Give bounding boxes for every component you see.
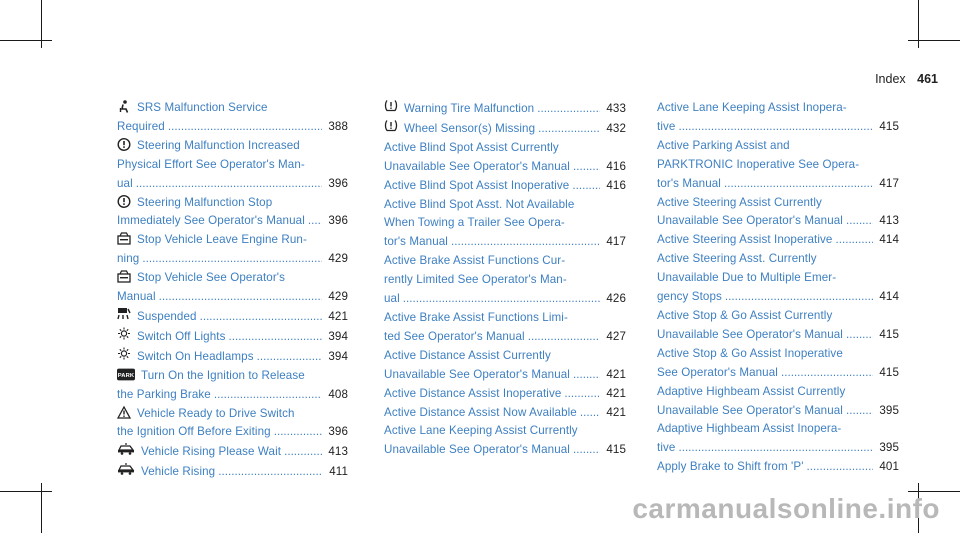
vehicle-level-icon bbox=[117, 462, 135, 475]
entry-page-number[interactable]: 414 bbox=[879, 233, 899, 247]
stop-vehicle-icon bbox=[117, 270, 131, 283]
dot-leader bbox=[274, 423, 322, 442]
index-entry[interactable] bbox=[117, 327, 348, 347]
park-icon bbox=[117, 368, 135, 381]
entry-page-number[interactable]: 421 bbox=[328, 309, 348, 323]
entry-page-number[interactable]: 421 bbox=[606, 367, 626, 381]
dot-leader bbox=[537, 100, 600, 119]
entry-text: Unavailable See Operator's Manual bbox=[384, 443, 570, 457]
entry-text: Warning Tire Malfunction bbox=[404, 102, 535, 115]
index-entry[interactable] bbox=[384, 404, 626, 423]
index-entry[interactable] bbox=[384, 119, 626, 139]
warning-triangle-icon bbox=[117, 406, 131, 419]
crop-mark bbox=[0, 491, 52, 492]
crop-mark bbox=[908, 491, 960, 492]
entry-page-number[interactable]: 433 bbox=[606, 102, 626, 115]
entry-page-number[interactable]: 413 bbox=[879, 214, 899, 228]
entry-text: Active Parking Assist and bbox=[657, 138, 790, 152]
entry-page-number[interactable]: 415 bbox=[879, 365, 899, 379]
entry-text: Vehicle Ready to Drive Switch bbox=[137, 406, 295, 420]
entry-text: the Parking Brake bbox=[117, 387, 211, 401]
entry-text: Wheel Sensor(s) Missing bbox=[404, 121, 536, 135]
steering-wheel-warning-icon bbox=[117, 195, 131, 208]
entry-text: Active Distance Assist Now Available bbox=[384, 405, 577, 419]
entry-page-number[interactable]: 415 bbox=[606, 443, 626, 457]
entry-page-number[interactable]: 415 bbox=[879, 327, 899, 341]
dot-leader bbox=[807, 458, 873, 477]
entry-text: ual bbox=[117, 176, 133, 190]
index-entry[interactable] bbox=[117, 405, 348, 443]
index-entry[interactable] bbox=[657, 99, 899, 137]
entry-text: the Ignition Off Before Exiting bbox=[117, 425, 271, 439]
entry-page-number[interactable]: 429 bbox=[328, 252, 348, 266]
index-column-3 bbox=[657, 99, 899, 477]
entry-text: Active Stop & Go Assist Inoperative bbox=[657, 346, 843, 360]
index-column-1 bbox=[117, 99, 348, 482]
entry-text: Adaptive Highbeam Assist Currently bbox=[657, 384, 846, 398]
entry-page-number[interactable]: 416 bbox=[606, 178, 626, 192]
entry-text: Steering Malfunction Increased bbox=[137, 138, 300, 152]
dot-leader bbox=[284, 443, 322, 462]
entry-text: Turn On the Ignition to Release bbox=[141, 368, 305, 382]
dot-leader bbox=[781, 364, 873, 383]
entry-text: Vehicle Rising bbox=[141, 465, 216, 479]
index-entry[interactable] bbox=[117, 99, 348, 137]
dot-leader bbox=[573, 158, 600, 177]
entry-text: Active Steering Asst. Currently bbox=[657, 252, 817, 266]
index-entry[interactable] bbox=[384, 99, 626, 119]
entry-text: Active Blind Spot Assist Currently bbox=[384, 140, 559, 154]
entry-text: Physical Effort See Operator's Man- bbox=[117, 157, 305, 171]
entry-text: rently Limited See Operator's Man- bbox=[384, 273, 567, 287]
entry-text: tive bbox=[657, 441, 676, 455]
entry-text: Active Distance Assist Inoperative bbox=[384, 386, 562, 400]
dot-leader bbox=[257, 348, 322, 367]
dot-leader bbox=[580, 404, 600, 423]
entry-page-number[interactable]: 396 bbox=[328, 176, 348, 190]
entry-page-number[interactable]: 417 bbox=[879, 176, 899, 190]
index-entry[interactable] bbox=[117, 231, 348, 269]
dot-leader bbox=[573, 441, 600, 460]
entry-text: When Towing a Trailer See Opera- bbox=[384, 216, 565, 230]
dot-leader bbox=[573, 366, 600, 385]
index-entry[interactable] bbox=[117, 194, 348, 232]
index-entry[interactable] bbox=[117, 307, 348, 327]
index-entry[interactable] bbox=[657, 194, 899, 232]
vehicle-level-icon bbox=[117, 442, 135, 455]
lane-keeping-off-icon bbox=[117, 307, 131, 320]
entry-page-number[interactable]: 401 bbox=[879, 460, 899, 474]
dot-leader bbox=[168, 118, 322, 137]
dot-leader bbox=[200, 308, 322, 327]
index-entry[interactable] bbox=[117, 137, 348, 194]
entry-text: Stop Vehicle Leave Engine Run- bbox=[137, 233, 307, 247]
entry-text: Vehicle Rising Please Wait bbox=[141, 445, 282, 459]
entry-page-number[interactable]: 429 bbox=[328, 290, 348, 304]
entry-text: Active Lane Keeping Assist Inopera- bbox=[657, 101, 847, 114]
index-entry[interactable] bbox=[117, 347, 348, 367]
dot-leader bbox=[678, 439, 873, 458]
entry-text: Active Steering Assist Inoperative bbox=[657, 233, 833, 247]
entry-text: Active Brake Assist Functions Limi- bbox=[384, 310, 568, 324]
index-entry[interactable] bbox=[384, 347, 626, 385]
entry-text: Switch On Headlamps bbox=[137, 349, 254, 363]
entry-text: SRS Malfunction Service bbox=[137, 101, 268, 114]
dot-leader bbox=[308, 212, 322, 231]
entry-text: Active Blind Spot Assist Inoperative bbox=[384, 178, 570, 192]
entry-page-number[interactable]: 416 bbox=[606, 159, 626, 173]
crop-mark bbox=[908, 40, 960, 41]
entry-page-number[interactable]: 395 bbox=[879, 441, 899, 455]
entry-text: Immediately See Operator's Manual bbox=[117, 214, 305, 228]
entry-page-number[interactable]: 388 bbox=[328, 119, 348, 133]
entry-text: Stop Vehicle See Operator's bbox=[137, 271, 285, 285]
entry-page-number[interactable]: 432 bbox=[606, 121, 626, 135]
entry-page-number[interactable]: 421 bbox=[606, 386, 626, 400]
stop-vehicle-icon bbox=[117, 232, 131, 245]
entry-text: See Operator's Manual bbox=[657, 365, 778, 379]
dot-leader bbox=[572, 177, 600, 196]
svg-text:PARK: PARK bbox=[117, 372, 135, 379]
entry-page-number[interactable]: 417 bbox=[606, 235, 626, 249]
dot-leader bbox=[725, 288, 873, 307]
dot-leader bbox=[528, 328, 600, 347]
tire-pressure-icon bbox=[384, 99, 398, 112]
index-entry[interactable] bbox=[657, 250, 899, 307]
entry-page-number[interactable]: 395 bbox=[879, 403, 899, 417]
dot-leader bbox=[724, 175, 873, 194]
dot-leader bbox=[451, 233, 600, 252]
entry-text: PARKTRONIC Inoperative See Opera- bbox=[657, 157, 860, 171]
entry-text: Switch Off Lights bbox=[137, 329, 226, 343]
entry-text: Unavailable See Operator's Manual bbox=[657, 327, 843, 341]
index-entry[interactable] bbox=[384, 139, 626, 177]
entry-text: Active Steering Assist Currently bbox=[657, 195, 822, 209]
crop-mark bbox=[0, 40, 52, 41]
entry-page-number[interactable]: 394 bbox=[328, 329, 348, 343]
dot-leader bbox=[846, 402, 873, 421]
index-entry[interactable] bbox=[117, 442, 348, 462]
dot-leader bbox=[136, 175, 322, 194]
index-entry[interactable] bbox=[117, 269, 348, 307]
index-entry[interactable] bbox=[657, 137, 899, 194]
entry-page-number[interactable]: 426 bbox=[606, 292, 626, 306]
dot-leader bbox=[835, 231, 873, 250]
light-bulb-icon bbox=[117, 327, 131, 340]
dot-leader bbox=[538, 120, 600, 139]
index-entry[interactable] bbox=[117, 367, 348, 405]
entry-text: tor's Manual bbox=[657, 176, 721, 190]
dot-leader bbox=[846, 326, 873, 345]
entry-text: Steering Malfunction Stop bbox=[137, 195, 273, 209]
entry-text: tive bbox=[657, 119, 676, 133]
entry-text: Active Distance Assist Currently bbox=[384, 348, 551, 362]
tire-pressure-icon bbox=[384, 119, 398, 132]
dot-leader bbox=[846, 212, 873, 231]
index-entry[interactable] bbox=[117, 462, 348, 482]
entry-page-number[interactable]: 415 bbox=[879, 119, 899, 133]
steering-wheel-warning-icon bbox=[117, 138, 131, 151]
dot-leader bbox=[214, 386, 322, 405]
entry-text: Active Blind Spot Asst. Not Available bbox=[384, 197, 575, 211]
dot-leader bbox=[218, 463, 322, 482]
dot-leader bbox=[159, 288, 322, 307]
entry-text: gency Stops bbox=[657, 290, 722, 304]
entry-page-number[interactable]: 411 bbox=[329, 465, 348, 479]
entry-text: Unavailable See Operator's Manual bbox=[384, 367, 570, 381]
page-header bbox=[875, 72, 938, 86]
entry-text: tor's Manual bbox=[384, 235, 448, 249]
dot-leader bbox=[678, 118, 873, 137]
entry-text: Active Lane Keeping Assist Currently bbox=[384, 424, 578, 438]
entry-text: Unavailable Due to Multiple Emer- bbox=[657, 271, 837, 285]
index-entry[interactable] bbox=[657, 345, 899, 383]
entry-text: ning bbox=[117, 252, 140, 266]
index-entry[interactable] bbox=[384, 196, 626, 253]
entry-page-number[interactable]: 427 bbox=[606, 329, 626, 343]
entry-text: ual bbox=[384, 292, 400, 306]
index-entry[interactable] bbox=[657, 458, 899, 477]
dot-leader bbox=[403, 290, 600, 309]
entry-text: ted See Operator's Manual bbox=[384, 329, 525, 343]
entry-text: Unavailable See Operator's Manual bbox=[657, 214, 843, 228]
index-entry[interactable] bbox=[657, 420, 899, 458]
entry-page-number[interactable]: 421 bbox=[606, 405, 626, 419]
index-entry[interactable] bbox=[384, 385, 626, 404]
entry-text: Unavailable See Operator's Manual bbox=[657, 403, 843, 417]
index-entry[interactable] bbox=[384, 422, 626, 460]
entry-text: Apply Brake to Shift from 'P' bbox=[657, 460, 804, 474]
entry-page-number[interactable]: 394 bbox=[328, 349, 348, 363]
dot-leader bbox=[142, 250, 322, 269]
index-entry[interactable] bbox=[384, 177, 626, 196]
index-label: Index bbox=[875, 72, 906, 86]
page-number: 461 bbox=[917, 72, 938, 86]
index-entry[interactable] bbox=[657, 307, 899, 345]
entry-text: Adaptive Highbeam Assist Inopera- bbox=[657, 422, 842, 436]
entry-page-number[interactable]: 408 bbox=[328, 387, 348, 401]
dot-leader bbox=[228, 328, 322, 347]
entry-page-number[interactable]: 396 bbox=[328, 425, 348, 439]
entry-text: Suspended bbox=[137, 309, 197, 323]
entry-text: Active Brake Assist Functions Cur- bbox=[384, 254, 566, 268]
entry-text: Unavailable See Operator's Manual bbox=[384, 159, 570, 173]
dot-leader bbox=[564, 385, 600, 404]
entry-page-number[interactable]: 413 bbox=[328, 445, 348, 459]
entry-text: Manual bbox=[117, 290, 156, 304]
light-bulb-icon bbox=[117, 347, 131, 360]
entry-page-number[interactable]: 396 bbox=[328, 214, 348, 228]
watermark: carmanualsonline.info bbox=[632, 493, 940, 524]
entry-text: Active Stop & Go Assist Currently bbox=[657, 308, 833, 322]
index-entry[interactable] bbox=[657, 231, 899, 250]
seated-person-icon bbox=[117, 100, 131, 113]
index-entry[interactable] bbox=[384, 252, 626, 309]
index-column-2 bbox=[384, 99, 626, 460]
entry-text: Required bbox=[117, 119, 165, 133]
entry-page-number[interactable]: 414 bbox=[879, 290, 899, 304]
index-entry[interactable] bbox=[657, 383, 899, 421]
index-entry[interactable] bbox=[384, 309, 626, 347]
